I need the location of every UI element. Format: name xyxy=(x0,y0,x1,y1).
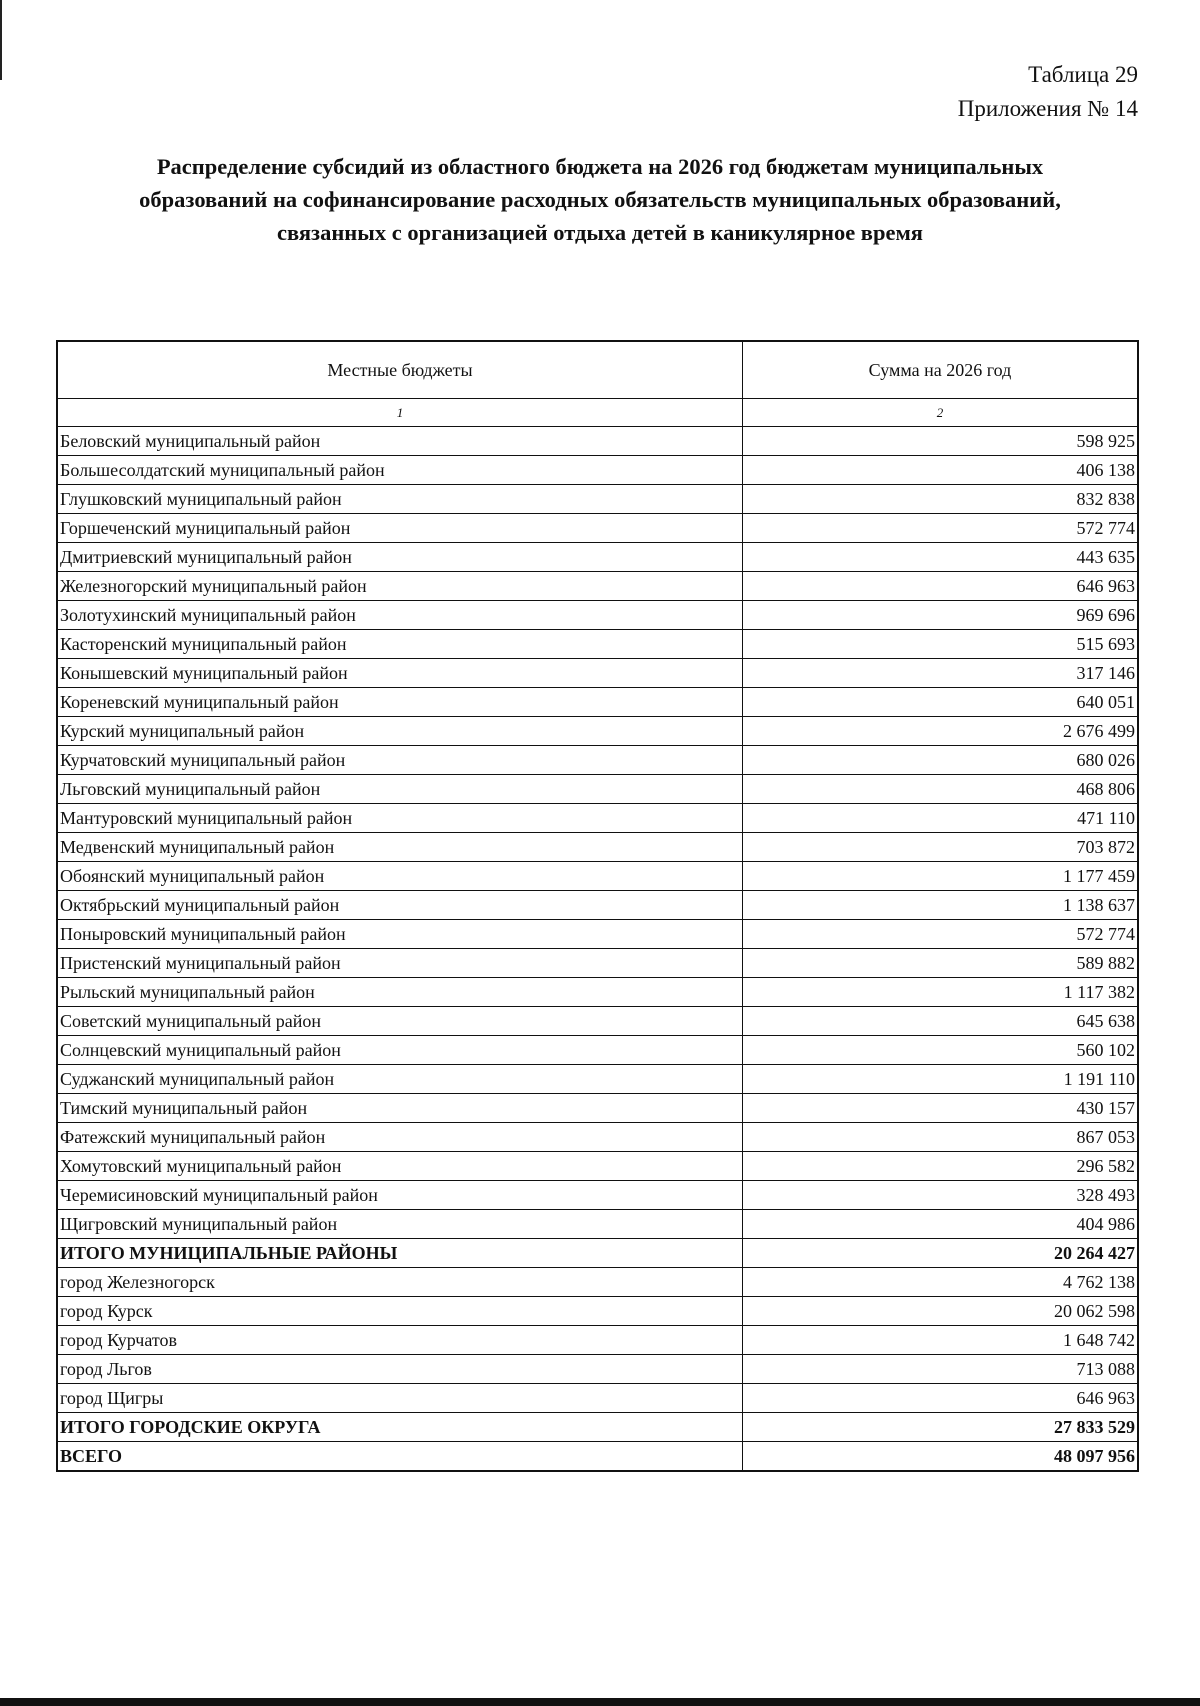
budget-name-cell: ВСЕГО xyxy=(57,1442,743,1472)
scan-bottom-edge xyxy=(0,1698,1200,1706)
table-row xyxy=(57,891,1138,920)
table-row xyxy=(57,746,1138,775)
table-row xyxy=(57,485,1138,514)
amount-cell: 296 582 xyxy=(743,1152,1139,1181)
appendix-label: Приложения № 14 xyxy=(957,96,1138,121)
table-row xyxy=(57,1384,1138,1413)
table-row xyxy=(57,514,1138,543)
amount-cell: 713 088 xyxy=(743,1355,1139,1384)
budget-name-cell: Щигровский муниципальный район xyxy=(57,1210,743,1239)
amount-cell: 867 053 xyxy=(743,1123,1139,1152)
column-header-local-budgets: Местные бюджеты xyxy=(57,341,743,399)
table-row xyxy=(57,659,1138,688)
amount-cell: 1 138 637 xyxy=(743,891,1139,920)
table-row xyxy=(57,978,1138,1007)
table-row xyxy=(57,1210,1138,1239)
title-line-1: Распределение субсидий из областного бюджета на 2026 год бюджетам муниципальных xyxy=(156,154,1044,179)
amount-cell: 598 925 xyxy=(743,427,1139,456)
budget-name-cell: ИТОГО ГОРОДСКИЕ ОКРУГА xyxy=(57,1413,743,1442)
amount-cell: 404 986 xyxy=(743,1210,1139,1239)
budget-name-cell: город Курчатов xyxy=(57,1326,743,1355)
budget-name-cell: ИТОГО МУНИЦИПАЛЬНЫЕ РАЙОНЫ xyxy=(57,1239,743,1268)
table-row xyxy=(57,717,1138,746)
budget-name-cell: Курчатовский муниципальный район xyxy=(57,746,743,775)
amount-cell: 20 264 427 xyxy=(743,1239,1139,1268)
column-number-2: 2 xyxy=(743,399,1139,427)
budget-name-cell: город Льгов xyxy=(57,1355,743,1384)
budget-name-cell: город Железногорск xyxy=(57,1268,743,1297)
budget-name-cell: Мантуровский муниципальный район xyxy=(57,804,743,833)
amount-cell: 680 026 xyxy=(743,746,1139,775)
table-row xyxy=(57,1036,1138,1065)
table-row xyxy=(57,572,1138,601)
amount-cell: 2 676 499 xyxy=(743,717,1139,746)
budget-name-cell: город Курск xyxy=(57,1297,743,1326)
table-row xyxy=(57,1326,1138,1355)
table-row xyxy=(57,601,1138,630)
title-line-2: образований на софинансирование расходных обязательств муниципальных образований, xyxy=(139,187,1061,212)
budget-name-cell: Курский муниципальный район xyxy=(57,717,743,746)
table-row xyxy=(57,456,1138,485)
budget-name-cell: Глушковский муниципальный район xyxy=(57,485,743,514)
amount-cell: 430 157 xyxy=(743,1094,1139,1123)
budget-name-cell: Беловский муниципальный район xyxy=(57,427,743,456)
budget-name-cell: Льговский муниципальный район xyxy=(57,775,743,804)
document-title xyxy=(60,150,1140,249)
budget-name-cell: Суджанский муниципальный район xyxy=(57,1065,743,1094)
budget-name-cell: Пристенский муниципальный район xyxy=(57,949,743,978)
budget-name-cell: Фатежский муниципальный район xyxy=(57,1123,743,1152)
budget-name-cell: Хомутовский муниципальный район xyxy=(57,1152,743,1181)
amount-cell: 589 882 xyxy=(743,949,1139,978)
budget-name-cell: Обоянский муниципальный район xyxy=(57,862,743,891)
budget-name-cell: Касторенский муниципальный район xyxy=(57,630,743,659)
budget-name-cell: Октябрьский муниципальный район xyxy=(57,891,743,920)
column-header-amount: Сумма на 2026 год xyxy=(743,341,1139,399)
table-row xyxy=(57,1355,1138,1384)
amount-cell: 640 051 xyxy=(743,688,1139,717)
amount-cell: 560 102 xyxy=(743,1036,1139,1065)
budget-name-cell: Черемисиновский муниципальный район xyxy=(57,1181,743,1210)
budget-name-cell: Тимский муниципальный район xyxy=(57,1094,743,1123)
table-body xyxy=(57,427,1138,1472)
table-row xyxy=(57,1297,1138,1326)
table-row xyxy=(57,1442,1138,1472)
budget-name-cell: Поныровский муниципальный район xyxy=(57,920,743,949)
amount-cell: 645 638 xyxy=(743,1007,1139,1036)
budget-name-cell: Железногорский муниципальный район xyxy=(57,572,743,601)
column-number-1: 1 xyxy=(57,399,743,427)
amount-cell: 468 806 xyxy=(743,775,1139,804)
amount-cell: 4 762 138 xyxy=(743,1268,1139,1297)
budget-name-cell: Солнцевский муниципальный район xyxy=(57,1036,743,1065)
amount-cell: 1 177 459 xyxy=(743,862,1139,891)
table-row xyxy=(57,1239,1138,1268)
amount-cell: 317 146 xyxy=(743,659,1139,688)
amount-cell: 646 963 xyxy=(743,1384,1139,1413)
amount-cell: 406 138 xyxy=(743,456,1139,485)
amount-cell: 1 191 110 xyxy=(743,1065,1139,1094)
amount-cell: 328 493 xyxy=(743,1181,1139,1210)
table-row xyxy=(57,1007,1138,1036)
table-row xyxy=(57,688,1138,717)
table-row xyxy=(57,1065,1138,1094)
document-header xyxy=(958,58,1138,126)
table-row xyxy=(57,1413,1138,1442)
scan-edge-mark xyxy=(0,0,2,80)
budget-name-cell: Рыльский муниципальный район xyxy=(57,978,743,1007)
amount-cell: 27 833 529 xyxy=(743,1413,1139,1442)
amount-cell: 969 696 xyxy=(743,601,1139,630)
budget-name-cell: Горшеченский муниципальный район xyxy=(57,514,743,543)
table-row xyxy=(57,804,1138,833)
table-row xyxy=(57,775,1138,804)
table-row xyxy=(57,630,1138,659)
table-row xyxy=(57,1123,1138,1152)
budget-name-cell: Конышевский муниципальный район xyxy=(57,659,743,688)
amount-cell: 515 693 xyxy=(743,630,1139,659)
budget-name-cell: город Щигры xyxy=(57,1384,743,1413)
table-row xyxy=(57,920,1138,949)
table-row xyxy=(57,1181,1138,1210)
table-row xyxy=(57,949,1138,978)
budget-name-cell: Медвенский муниципальный район xyxy=(57,833,743,862)
budget-table xyxy=(56,340,1139,1472)
table-label: Таблица 29 xyxy=(1028,62,1138,87)
amount-cell: 1 648 742 xyxy=(743,1326,1139,1355)
table-row xyxy=(57,543,1138,572)
title-line-3: связанных с организацией отдыха детей в каникулярное время xyxy=(277,220,923,245)
table-row xyxy=(57,862,1138,891)
table-row xyxy=(57,427,1138,456)
table-row xyxy=(57,833,1138,862)
budget-name-cell: Золотухинский муниципальный район xyxy=(57,601,743,630)
amount-cell: 1 117 382 xyxy=(743,978,1139,1007)
table-row xyxy=(57,1152,1138,1181)
budget-name-cell: Большесолдатский муниципальный район xyxy=(57,456,743,485)
table-row xyxy=(57,1268,1138,1297)
amount-cell: 572 774 xyxy=(743,920,1139,949)
amount-cell: 703 872 xyxy=(743,833,1139,862)
budget-name-cell: Советский муниципальный район xyxy=(57,1007,743,1036)
amount-cell: 48 097 956 xyxy=(743,1442,1139,1472)
table-row xyxy=(57,1094,1138,1123)
amount-cell: 443 635 xyxy=(743,543,1139,572)
budget-name-cell: Кореневский муниципальный район xyxy=(57,688,743,717)
amount-cell: 20 062 598 xyxy=(743,1297,1139,1326)
amount-cell: 572 774 xyxy=(743,514,1139,543)
amount-cell: 646 963 xyxy=(743,572,1139,601)
amount-cell: 471 110 xyxy=(743,804,1139,833)
budget-name-cell: Дмитриевский муниципальный район xyxy=(57,543,743,572)
amount-cell: 832 838 xyxy=(743,485,1139,514)
